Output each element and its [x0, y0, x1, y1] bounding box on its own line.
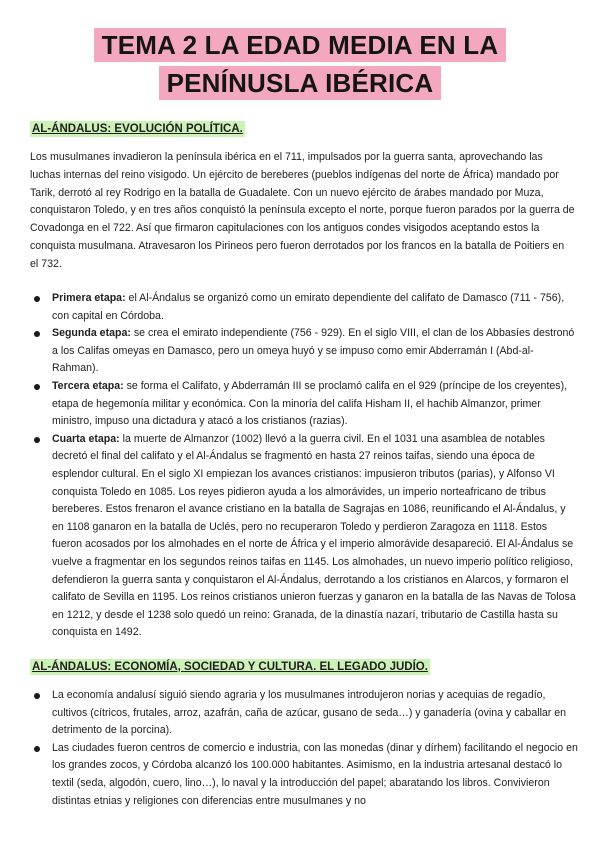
bullet-icon: [34, 437, 40, 443]
bullet-icon: [34, 296, 40, 302]
title-line-1: TEMA 2 LA EDAD MEDIA EN LA: [94, 28, 507, 62]
item-text: Las ciudades fueron centros de comercio e industria, con las monedas (dinar y dírhem) facilitando el negocio en los grandes zocos, y Córdoba alcanzó los 100.000 habitantes. Asimismo, en la industria artesanal destacó lo textil (seda, algodón, cuero, lino…), lo naval y la introducción del papel; abaratando los libros. Convivieron distintas etnias y religiones con diferencias entre musulmanes y no: [52, 741, 578, 807]
stage-text: el Al-Ándalus se organizó como un emirato dependiente del califato de Damasco (711 - 756), con capital en Córdoba.: [52, 292, 565, 322]
stage-label: Segunda etapa:: [52, 327, 131, 340]
bullet-icon: [34, 331, 40, 337]
list-item: [30, 325, 578, 378]
item-text: La economía andalusí siguió siendo agraria y los musulmanes introdujeron norias y acequias de regadío, cultivos (cítricos, frutales, arroz, azafrán, caña de azúcar, gusano de seda…) y ganadería (ovina y caballar en detrimento de la porcina).: [52, 689, 567, 737]
stage-text: la muerte de Almanzor (1002) llevó a la guerra civil. En el 1031 una asamblea de notables decretó el final del califato y el Al-Ándalus se fragmentó en hasta 27 reinos taifas, siendo una época de esplendor cultural. En el siglo XI empiezan los avances cristianos: impusieron tributos (parias), y Alfonso VI conquista Toledo en 1085. Los reyes pidieron ayuda a los almorávides, un imperio norteafricano de tribus bereberes. Estos frenaron el avance cristiano en la batalla de Sagrajas en 1086, reunificando el Al-Ándalus, y en 1108 ganaron en la batalla de Uclés, pero no recuperaron Toledo y perdieron Zaragoza en 1118. Estos fueron acosados por los almohades en el norte de África y el imperio almorávide desapareció. El Al-Ándalus se vuelve a fragmentar en los segundos reinos taifas en 1145. Los almohades, un nuevo imperio político religioso, defendieron la guerra santa y conquistaron el Al-Ándalus, derrotando a los cristianos en Alarcos, y formaron el califato de Sevilla en 1195. Los reinos cristianos unieron fuerzas y ganaron en la batalla de las Navas de Tolosa en 1212, y desde el 1238 solo quedó un reino: Granada, de la dinastía nazarí, tributario de Castilla hasta su conquista en 1492.: [52, 432, 576, 639]
stage-text: se crea el emirato independiente (756 - 929). En el siglo VIII, el clan de los Abbasíes destronó a los Califas omeyas en Damasco, pero un omeya huyó y se impuso como emir Abderramán I (Abd-al-Rahman).: [52, 327, 575, 375]
bullet-icon: [34, 693, 40, 699]
list-item: [30, 290, 578, 325]
stage-label: Primera etapa:: [52, 292, 126, 304]
stages-list: [30, 290, 578, 642]
page-title: [0, 28, 600, 100]
economy-list: [30, 687, 578, 810]
intro-paragraph: Los musulmanes invadieron la península ibérica en el 711, impulsados por la guerra santa, aprovechando las luchas internas del reino visigodo. Un ejército de bereberes (pueblos indígenas del norte de África) mandado por Tarik, derrotó al rey Rodrigo en la batalla de Guadalete. Con un nuevo ejército de árabes mandado por Muza, conquistaron Toledo, y en tres años conquistó la península excepto el norte, porque fueron parados por la guerra de Covadonga en el 722. Así que firmaron capitulaciones con los antiguos condes visigodos aceptando estos la conquista musulmana. Atravesaron los Pirineos pero fueron derrotados por los francos en la batalla de Poitiers en el 732.: [30, 151, 575, 270]
list-item: [30, 378, 578, 431]
list-item: [30, 431, 578, 642]
list-item: [30, 687, 578, 740]
section-heading-politics: AL-ÁNDALUS: EVOLUCIÓN POLÍTICA.: [32, 123, 243, 135]
title-line-2: PENÍNUSLA IBÉRICA: [159, 66, 442, 100]
list-item: [30, 740, 578, 810]
section-heading-economy: AL-ÁNDALUS: ECONOMÍA, SOCIEDAD Y CULTURA. EL LEGADO JUDÍO.: [32, 661, 428, 673]
bullet-icon: [34, 384, 40, 390]
stage-label: Cuarta etapa:: [52, 432, 120, 445]
stage-text: se forma el Califato, y Abderramán III se proclamó califa en el 929 (príncipe de los creyentes), etapa de hegemonía militar y económica. Con la minoría del califa Hisham II, el hachib Almanzor, primer ministro, impuso una dictadura y atacó a los cristianos (razias).: [52, 379, 568, 428]
stage-label: Tercera etapa:: [52, 379, 124, 392]
bullet-icon: [34, 746, 40, 752]
